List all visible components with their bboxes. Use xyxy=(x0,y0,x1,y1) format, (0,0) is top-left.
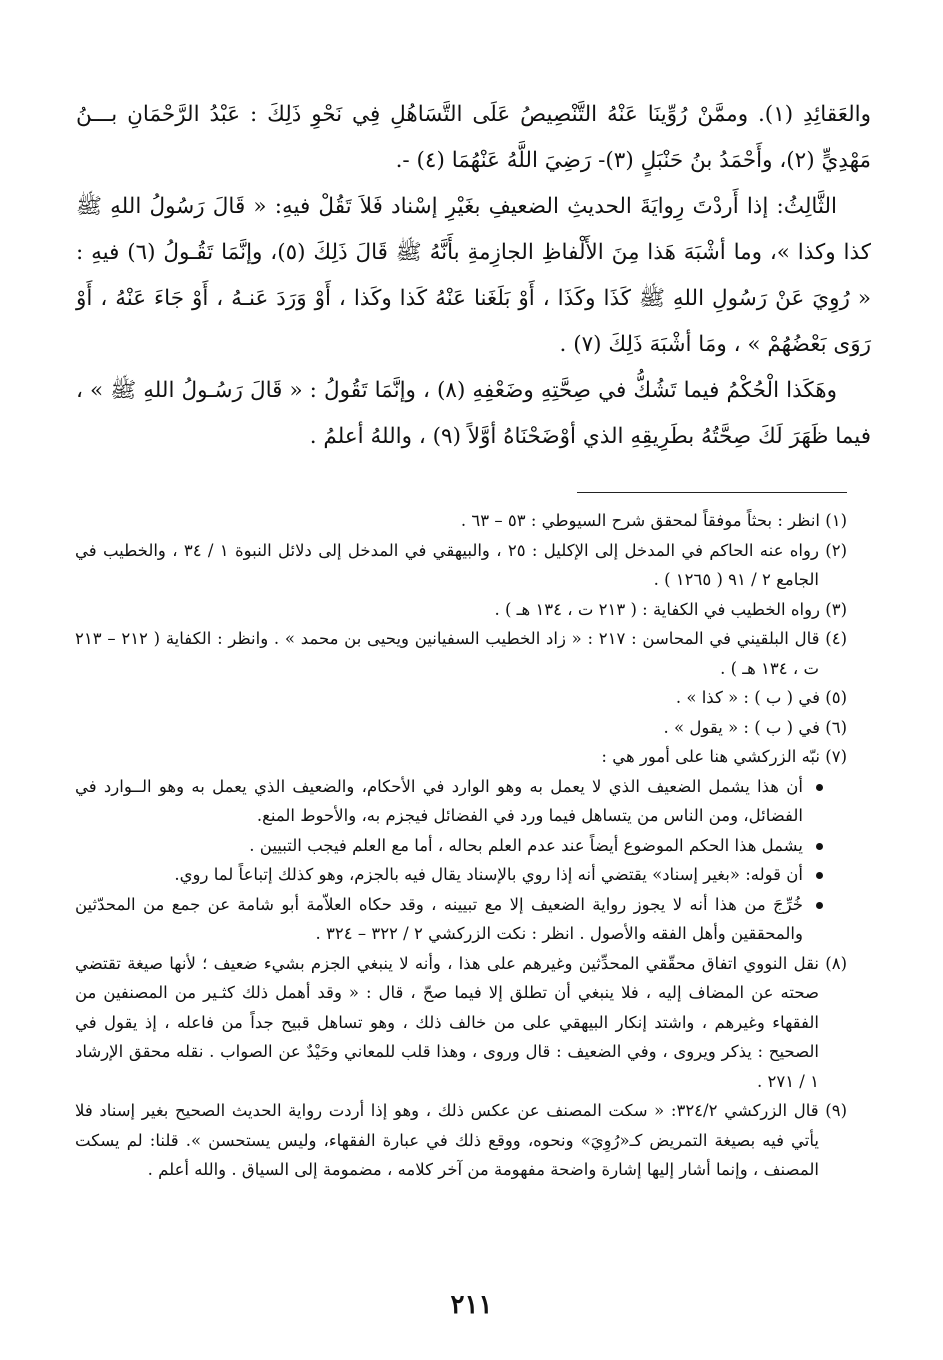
footnote-7-bullet xyxy=(75,890,819,949)
footnote-2: (٢) رواه عنه الحاكم في المدخل إلى الإكليل : ٢٥ ، والبيهقي في المدخل إلى دلائل النبوة ١ / ٣٤ ، والخطيب في الجامع ٢ / ٩١ ( ١٢٦٥ ) . xyxy=(75,540,847,589)
bullet-text: خُرِّجَ من هذا أنه لا يجوز رواية الضعيف إلا مع تبيينه ، وقد حكاه العلاّمة أبو شامة عن جمع من المحدّثين والمحققين وأهل الفقه والأصول . انظر : نكت الزركشي ٢ / ٣٢٢ – ٣٢٤ . xyxy=(75,894,803,943)
main-paragraph-1: والعَقائِدِ (١). وممَّنْ رُوِّينَا عَنْهُ التَّنْصِيصُ عَلَى التَّسَاهُلِ فِي نَحْوِ ذَلِكَ : عَبْدُ الرَّحْمَانِ بـــنُ مَهْدِيٍّ (٢)، وأَحْمَدُ بنُ حَنْبَلٍ (٣)- رَضِيَ اللَّهُ عَنْهُمَا (٤) -. xyxy=(76,102,871,173)
page-number: ٢١١ xyxy=(450,1290,493,1320)
bullet-text: يشمل هذا الحكم الموضوع أيضاً عند عدم العلم بحاله ، أما مع العلم فيجب التبيين . xyxy=(249,835,803,855)
main-paragraph-2: الثَّالِثُ: إذا أَردْتَ رِوايَةَ الحديثِ الضعيفِ بغَيْرِ إسْناد فَلاَ تَقُلْ فيهِ: « قَالَ رَسُولُ اللهِ ﷺ كذا وكذا »، وما أشْبَهَ هَذا مِنَ الأَلْفاظِ الجازِمةِ بأَنَّهُ ﷺ قَالَ ذَلِكَ (٥)، وإنَّمَا تَقُـولُ (٦) فيهِ : « رُوِيَ عَنْ رَسُولِ اللهِ ﷺ كَذَا وكَذَا ، أَوْ بَلَغَنا عَنْهُ كَذا وكَذا ، أَوْ وَرَدَ عَنـهُ ، أَوْ جَاءَ عَنْهُ ، أَوْ رَوَى بَعْضُهُمْ » ، ومَا أشْبَهَ ذَلِكَ (٧) . xyxy=(76,194,871,357)
footnote-7-bullet xyxy=(75,860,819,890)
footnote-5: (٥) في ( ب ) : « كذا » . xyxy=(675,688,847,707)
footnote-1: (١) انظر : بحثاً موفقاً لمحقق شرح السيوطي : ٥٣ – ٦٣ . xyxy=(460,511,847,530)
footnote-3: (٣) رواه الخطيب في الكفاية : ( ٢١٣ ت ، ١٣٤ هـ ) . xyxy=(494,599,847,619)
bullet-icon xyxy=(816,872,823,879)
bullet-text: أن قوله: «بغير إسناد» يقتضي أنه إذا روي بالإسناد يقال فيه بالجزم، وهو كذلك إتباعاً لما روي. xyxy=(174,865,803,884)
footnote-7-bullet xyxy=(75,772,819,831)
main-paragraph-3: وهَكَذا الْحُكْمُ فيما تَشُكُّ في صِحَّتِهِ وضَعْفِهِ (٨) ، وإنَّمَا تَقُولُ : « قَالَ رَسُـولُ اللهِ ﷺ » ، فيما ظَهَرَ لَكَ صِحَّتُهُ بطَرِيقِهِ الذي أوْضَحْنَاهُ أوَّلاً (٩) ، واللهُ أعلمُ . xyxy=(76,378,871,449)
main-text-block xyxy=(76,92,871,460)
footnote-7-intro: (٧) نبّه الزركشي هنا على أمور هي : xyxy=(601,747,847,766)
footnote-separator xyxy=(577,492,847,493)
bullet-icon xyxy=(816,902,823,909)
footnote-4: (٤) قال البلقيني في المحاسن : ٢١٧ : « زاد الخطيب السفيانين ويحيى بن محمد » . وانظر : الكفاية ( ٢١٢ – ٢١٣ ت ، ١٣٤ هـ ) . xyxy=(75,629,847,678)
footnotes-section xyxy=(75,506,847,1185)
footnote-9: (٩) قال الزركشي ٣٢٤/٢: « سكت المصنف عن عكس ذلك ، وهو إذا أردت رواية الحديث الصحيح بغير إسناد فلا يأتي فيه بصيغة التمريض كـ«رُوِيَ» ونحوه، ووقع ذلك في عبارة الفقهاء، وليس يستحسن ». قلنا: لم يسكت المصنف ، وإنما أشار إليها إشارة واضحة مفهومة من آخر كلامه ، مضمومة إلى السياق . والله أعلم . xyxy=(75,1101,848,1179)
bullet-text: أن هذا يشمل الضعيف الذي لا يعمل به وهو الوارد في الأحكام، والضعيف الذي يعمل به وهو الــوارد في الفضائل، ومن الناس من يتساهل فيما ورد في الفضائل فيجزم به، والأحوط المنع. xyxy=(75,776,803,825)
footnote-6: (٦) في ( ب ) : « يقول » . xyxy=(663,717,847,737)
footnote-8: (٨) نقل النووي اتفاق محقّقي المحدِّثين وغيرهم على هذا ، وأنه لا ينبغي الجزم بشيء ضعيف ؛ لأنها صيغة تقتضي صحته عن المضاف إليه ، فلا ينبغي أن تطلق إلا فيما صحّ ، قال : « وقد أهمل ذلك كثـير من المصنفين من الفقهاء وغيرهم ، واشتد إنكار البيهقي على من خالف ذلك ، وهو تساهل قبيح جداً من فاعله ، إذ يقول في الصحيح : يذكر ويروى ، وفي الضعيف : قال وروى ، وهذا قلب للمعاني وحَيْدٌ عن الصواب . نقله محقق الإرشاد ١ / ٢٧١ . xyxy=(75,953,847,1091)
bullet-icon xyxy=(816,784,823,791)
footnote-7-bullet xyxy=(75,831,819,861)
footnote-7-bullet-list xyxy=(75,772,847,949)
bullet-icon xyxy=(816,843,823,850)
